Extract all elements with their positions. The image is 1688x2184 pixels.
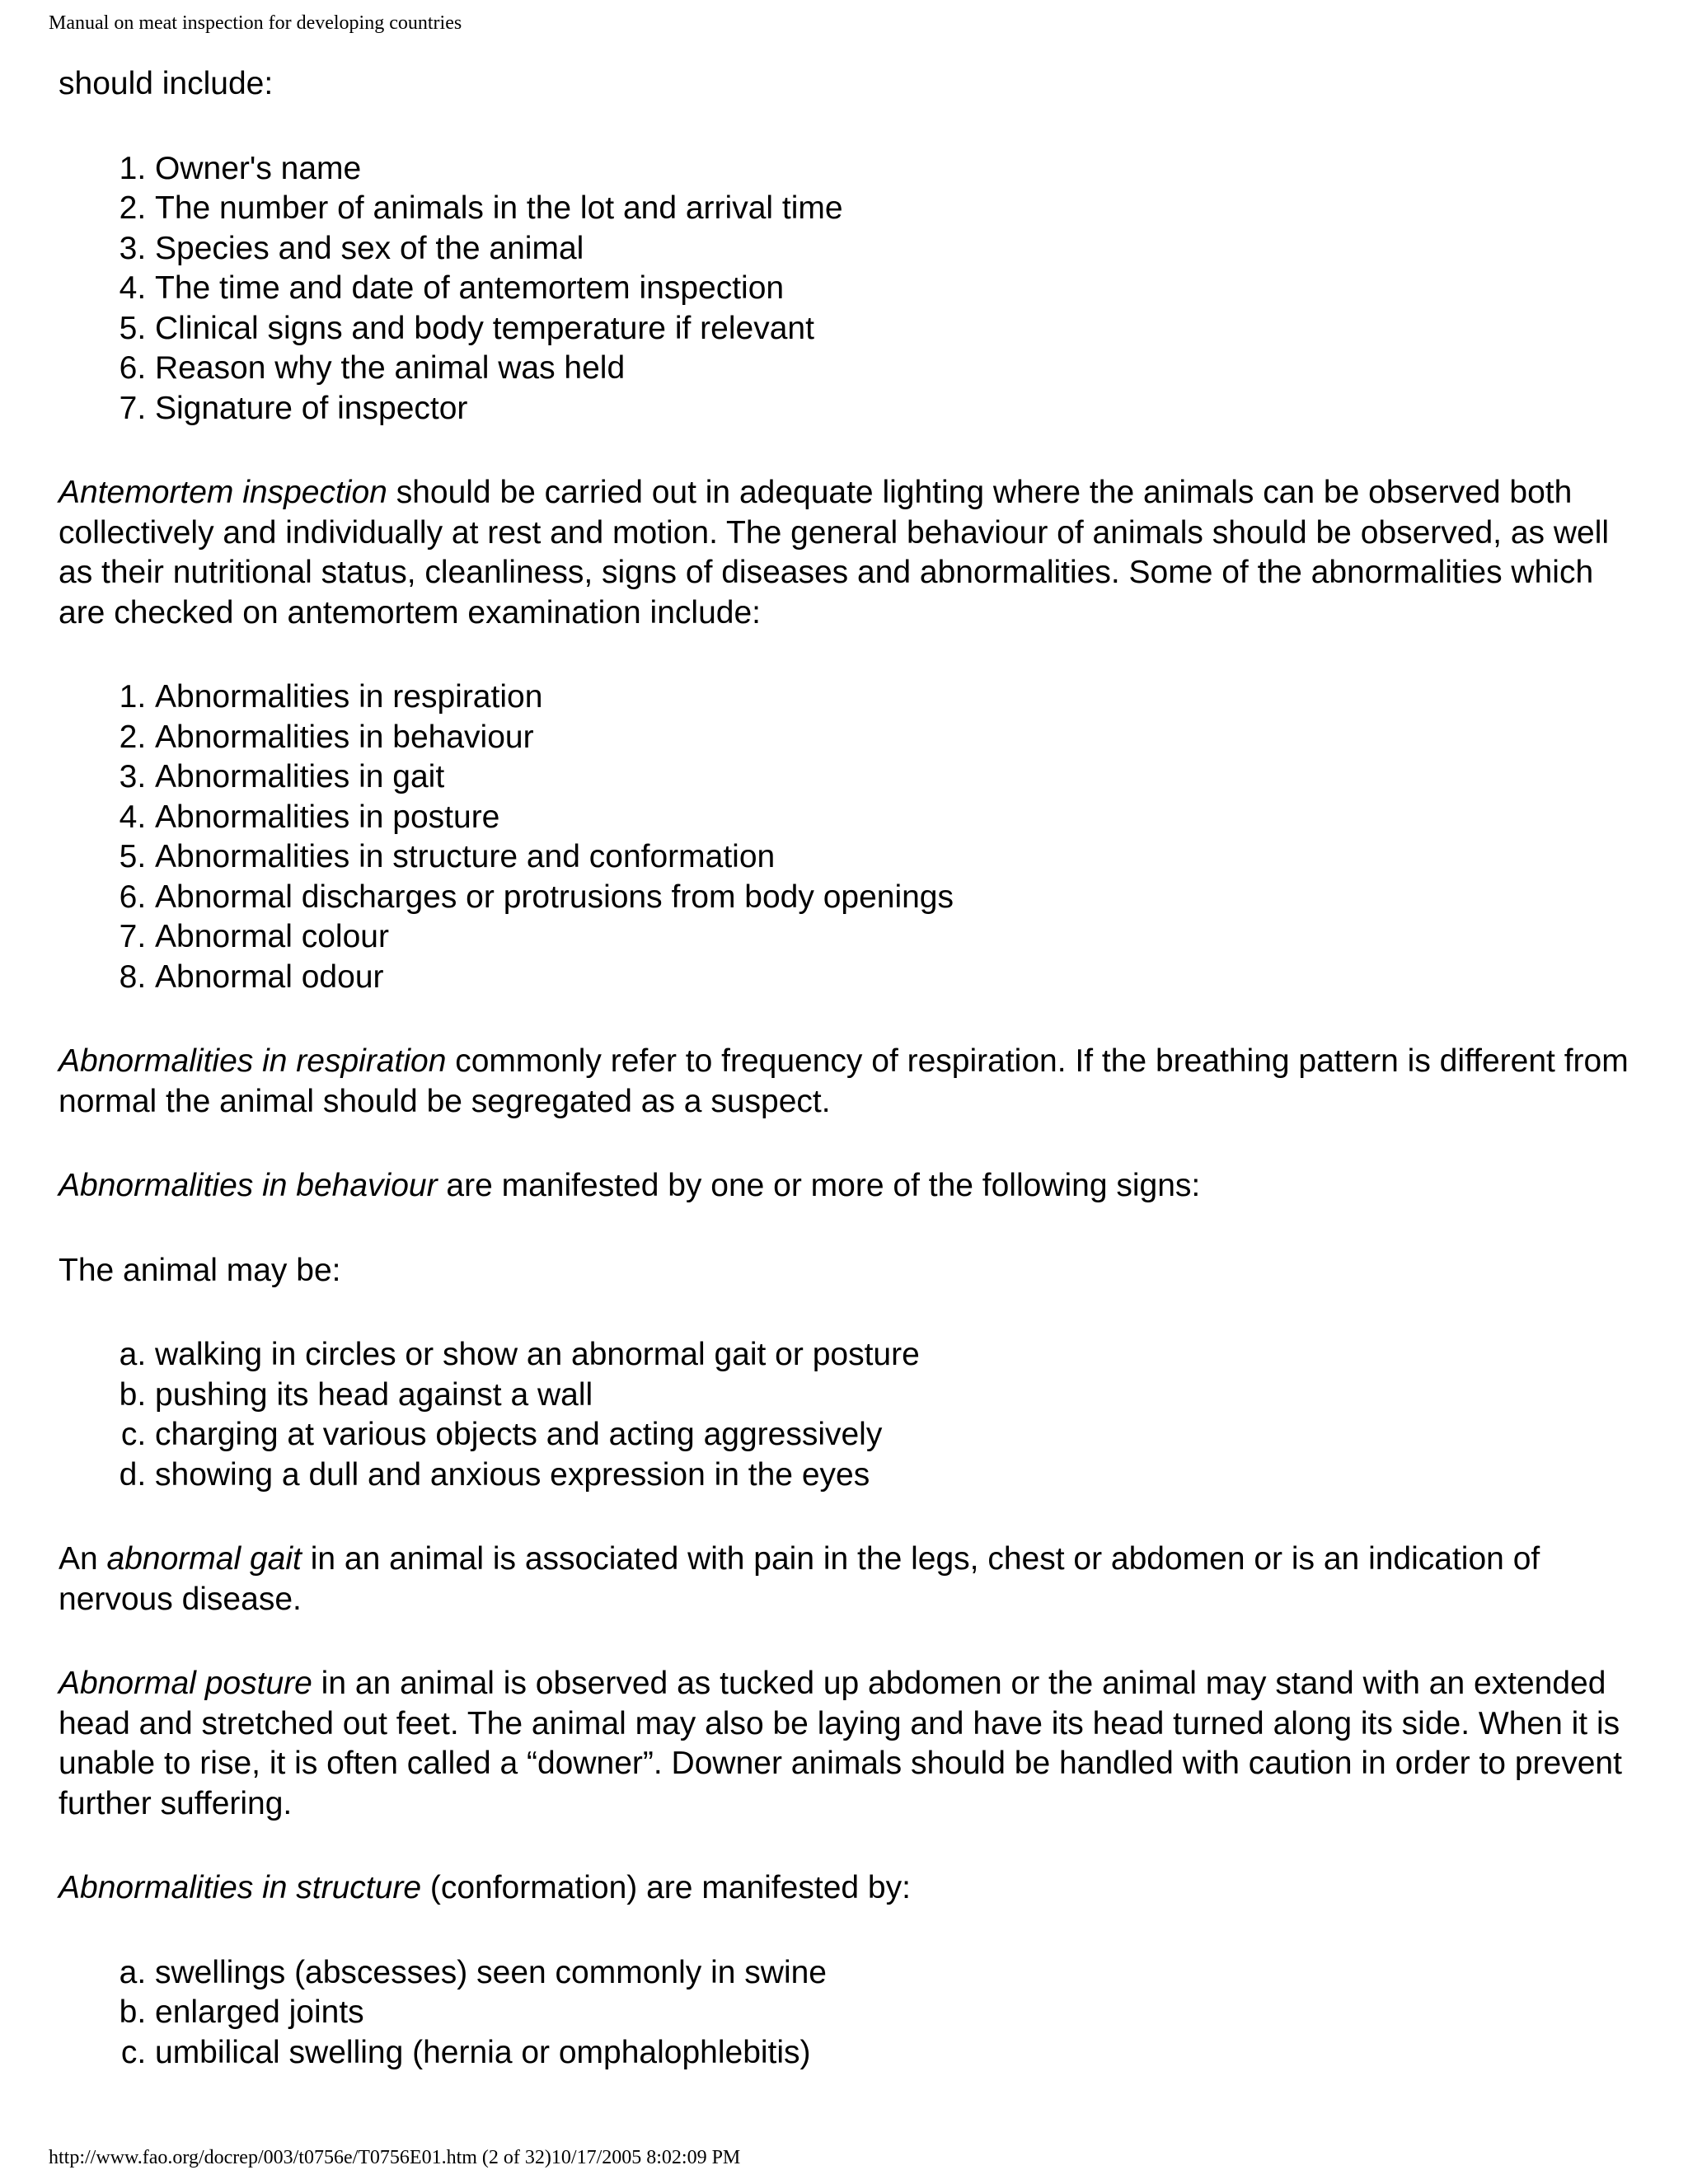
running-header: Manual on meat inspection for developing countries [49,12,462,34]
list-item: 7. Signature of inspector [155,389,1641,429]
list-item: 4. Abnormalities in posture [155,798,1641,838]
behaviour-signs-list [59,1335,1641,1495]
list-item: 5. Abnormalities in structure and conformation [155,837,1641,878]
list-item: c. charging at various objects and acting aggressively [155,1415,1641,1455]
behaviour-text: are manifested by one or more of the following signs: [437,1168,1201,1203]
antemortem-paragraph [59,473,1641,633]
list-item: 7. Abnormal colour [155,917,1641,958]
list-item: c. umbilical swelling (hernia or omphalophlebitis) [155,2033,1641,2074]
list-item: 6. Abnormal discharges or protrusions from body openings [155,878,1641,918]
behaviour-term: Abnormalities in behaviour [59,1168,438,1203]
posture-text: in an animal is observed as tucked up abdomen or the animal may stand with an extended head and stretched out feet. The animal may also be laying and have its head turned along its side. When it is unable to rise, it is often called a “downer”. Downer animals should be handled with caution in order to prevent further suffering. [59,1666,1622,1821]
gait-text: in an animal is associated with pain in the legs, chest or abdomen or is an indication of nervous disease. [59,1541,1540,1617]
list-item: 4. The time and date of antemortem inspection [155,269,1641,309]
list-item: 1. Abnormalities in respiration [155,677,1641,718]
posture-term: Abnormal posture [59,1666,312,1701]
behaviour-paragraph [59,1166,1641,1207]
intro-text: should include: [59,66,274,101]
list-item: b. enlarged joints [155,1993,1641,2033]
gait-term: abnormal gait [106,1541,302,1577]
list-item: a. swellings (abscesses) seen commonly in swine [155,1953,1641,1994]
list-item: 6. Reason why the animal was held [155,349,1641,389]
respiration-term: Abnormalities in respiration [59,1043,447,1079]
list-item: 5. Clinical signs and body temperature if relevant [155,309,1641,349]
abnormalities-list [59,677,1641,997]
list-item: 3. Species and sex of the animal [155,229,1641,269]
posture-paragraph [59,1664,1641,1824]
list-item: 1. Owner's name [155,149,1641,190]
list-item: 2. The number of animals in the lot and arrival time [155,189,1641,229]
respiration-text: commonly refer to frequency of respiration. If the breathing pattern is different from normal the animal should be segregated as a suspect. [59,1043,1629,1119]
structure-term: Abnormalities in structure [59,1870,422,1905]
structure-paragraph [59,1868,1641,1909]
list-item: 2. Abnormalities in behaviour [155,718,1641,758]
gait-lead: An [59,1541,107,1577]
gait-paragraph [59,1540,1641,1619]
record-items-list [59,149,1641,429]
animal-may-be-text: The animal may be: [59,1252,341,1288]
list-item: a. walking in circles or show an abnormal gait or posture [155,1335,1641,1376]
list-item: 3. Abnormalities in gait [155,757,1641,798]
structure-text: (conformation) are manifested by: [421,1870,911,1905]
respiration-paragraph [59,1042,1641,1122]
antemortem-term: Antemortem inspection [59,475,387,510]
list-item: b. pushing its head against a wall [155,1376,1641,1416]
list-item: d. showing a dull and anxious expression in the eyes [155,1455,1641,1496]
document-body [59,64,1641,2117]
structure-signs-list [59,1953,1641,2074]
source-url-footer: http://www.fao.org/docrep/003/t0756e/T0756E01.htm (2 of 32)10/17/2005 8:02:09 PM [49,2147,741,2168]
antemortem-text: should be carried out in adequate lighting where the animals can be observed both collectively and individually at rest and motion. The general behaviour of animals should be observed, as well as their nutritional status, cleanliness, signs of diseases and abnormalities. Some of the abnormalities which are checked on antemortem examination include: [59,475,1610,630]
list-item: 8. Abnormal odour [155,958,1641,998]
